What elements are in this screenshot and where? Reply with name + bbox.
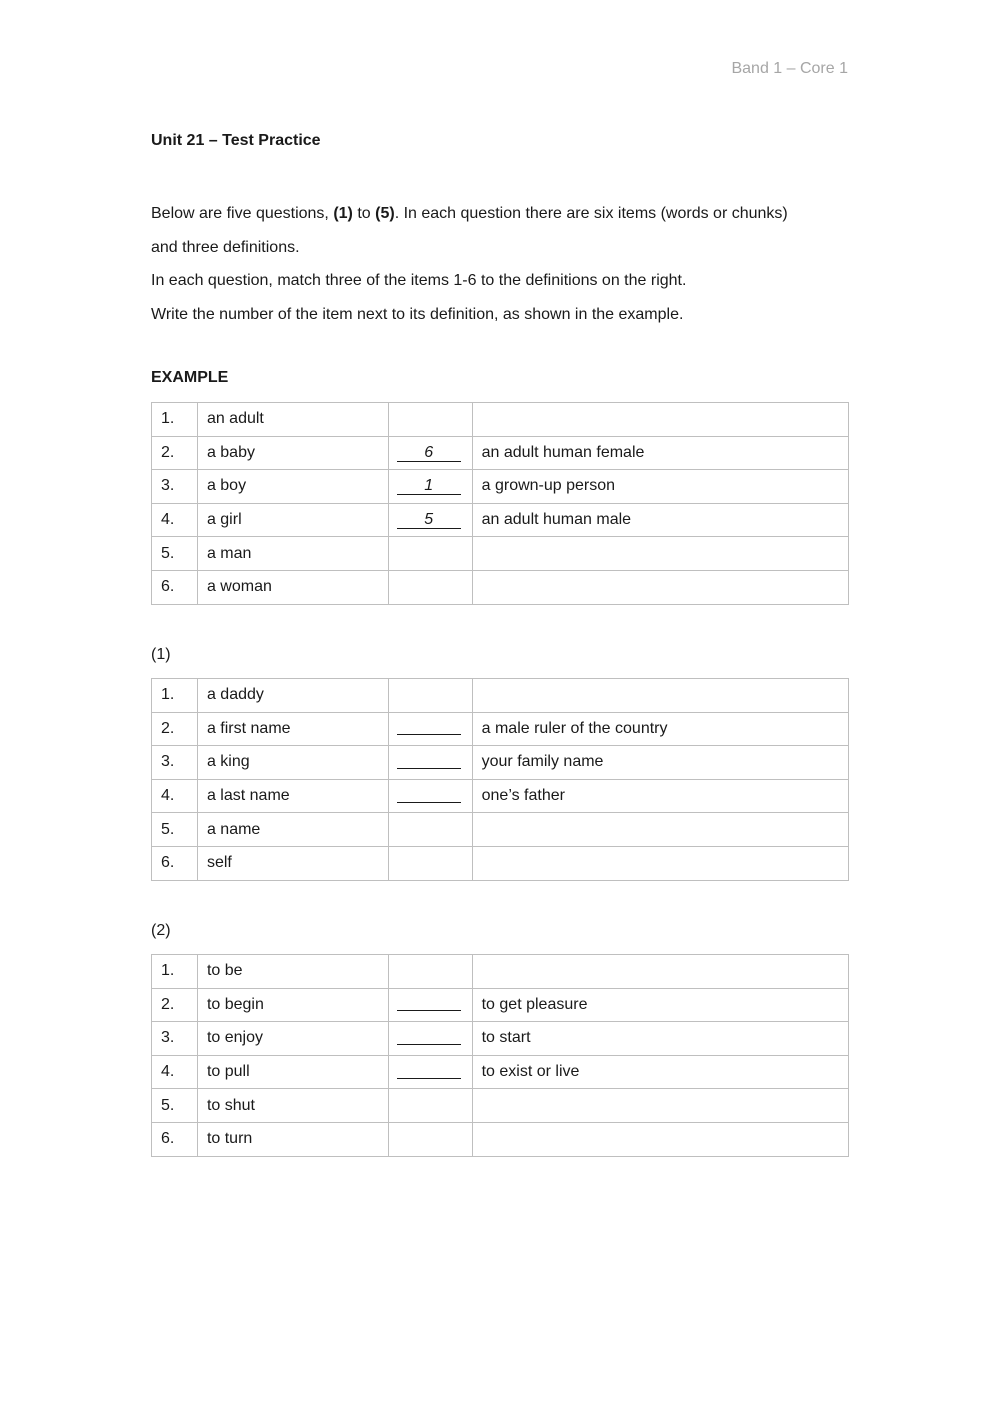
definition-text: to get pleasure	[472, 988, 848, 1022]
definition-text	[472, 955, 848, 989]
item-number: 3.	[152, 470, 198, 504]
definition-text	[472, 570, 848, 604]
item-text: to shut	[197, 1089, 388, 1123]
answer-cell[interactable]	[388, 988, 472, 1022]
item-number: 6.	[152, 846, 198, 880]
item-number: 6.	[152, 570, 198, 604]
table-row	[152, 813, 849, 847]
item-text: to pull	[197, 1055, 388, 1089]
definition-text: a male ruler of the country	[472, 712, 848, 746]
table-row	[152, 1022, 849, 1056]
item-number: 4.	[152, 503, 198, 537]
item-number: 3.	[152, 1022, 198, 1056]
table-row	[152, 503, 849, 537]
answer-blank[interactable]	[397, 785, 461, 803]
table-row	[152, 1055, 849, 1089]
table-row	[152, 1122, 849, 1156]
item-text: to enjoy	[197, 1022, 388, 1056]
item-number: 3.	[152, 746, 198, 780]
table-row	[152, 570, 849, 604]
answer-cell	[388, 470, 472, 504]
header-note: Band 1 – Core 1	[731, 60, 848, 77]
item-text: to begin	[197, 988, 388, 1022]
item-number: 2.	[152, 712, 198, 746]
table-row	[152, 988, 849, 1022]
answer-blank: 6	[397, 444, 461, 462]
question-1-label: (1)	[151, 646, 171, 663]
item-number: 1.	[152, 403, 198, 437]
table-row	[152, 779, 849, 813]
example-label: EXAMPLE	[151, 369, 229, 386]
table-row	[152, 470, 849, 504]
answer-cell	[388, 1122, 472, 1156]
definition-text	[472, 403, 848, 437]
definition-text: an adult human male	[472, 503, 848, 537]
question-1-table	[151, 678, 849, 881]
table-row	[152, 537, 849, 571]
answer-blank: 1	[397, 477, 461, 495]
item-number: 5.	[152, 813, 198, 847]
answer-cell	[388, 955, 472, 989]
question-2-table	[151, 954, 849, 1157]
item-text: self	[197, 846, 388, 880]
answer-blank[interactable]	[397, 751, 461, 769]
answer-cell	[388, 503, 472, 537]
table-row	[152, 679, 849, 713]
definition-text: a grown-up person	[472, 470, 848, 504]
item-number: 5.	[152, 1089, 198, 1123]
item-text: a boy	[197, 470, 388, 504]
answer-blank[interactable]	[397, 1027, 461, 1045]
instruction-line-3: In each question, match three of the items 1-6 to the definitions on the right.	[151, 272, 687, 290]
answer-blank[interactable]	[397, 1061, 461, 1079]
definition-text: an adult human female	[472, 436, 848, 470]
answer-cell	[388, 537, 472, 571]
answer-cell[interactable]	[388, 746, 472, 780]
item-number: 2.	[152, 988, 198, 1022]
instruction-line-2: and three definitions.	[151, 238, 300, 256]
table-row	[152, 746, 849, 780]
item-number: 5.	[152, 537, 198, 571]
item-text: a man	[197, 537, 388, 571]
definition-text	[472, 1089, 848, 1123]
item-number: 1.	[152, 679, 198, 713]
item-text: to be	[197, 955, 388, 989]
answer-cell[interactable]	[388, 1022, 472, 1056]
definition-text	[472, 537, 848, 571]
item-number: 1.	[152, 955, 198, 989]
answer-cell	[388, 679, 472, 713]
definition-text	[472, 679, 848, 713]
item-text: a daddy	[197, 679, 388, 713]
answer-cell[interactable]	[388, 712, 472, 746]
definition-text: your family name	[472, 746, 848, 780]
item-text: to turn	[197, 1122, 388, 1156]
instruction-line-1: Below are five questions, (1) to (5). In each question there are six items (words or chunks)	[151, 205, 788, 222]
item-text: a baby	[197, 436, 388, 470]
item-text: an adult	[197, 403, 388, 437]
answer-cell[interactable]	[388, 1055, 472, 1089]
table-row	[152, 1089, 849, 1123]
answer-cell	[388, 1089, 472, 1123]
table-row	[152, 955, 849, 989]
example-table	[151, 402, 849, 605]
item-text: a king	[197, 746, 388, 780]
item-number: 4.	[152, 1055, 198, 1089]
table-row	[152, 712, 849, 746]
item-text: a name	[197, 813, 388, 847]
instructions	[151, 197, 851, 332]
question-ref-last: (5)	[375, 205, 395, 222]
answer-cell	[388, 570, 472, 604]
table-row	[152, 403, 849, 437]
answer-cell	[388, 403, 472, 437]
item-text: a woman	[197, 570, 388, 604]
question-2-label: (2)	[151, 922, 171, 939]
item-number: 6.	[152, 1122, 198, 1156]
table-row	[152, 846, 849, 880]
item-number: 2.	[152, 436, 198, 470]
answer-cell	[388, 813, 472, 847]
table-row	[152, 436, 849, 470]
question-ref-first: (1)	[333, 205, 353, 222]
answer-cell	[388, 436, 472, 470]
definition-text	[472, 813, 848, 847]
answer-blank: 5	[397, 511, 461, 529]
answer-blank[interactable]	[397, 993, 461, 1011]
answer-blank[interactable]	[397, 717, 461, 735]
answer-cell	[388, 846, 472, 880]
definition-text: to start	[472, 1022, 848, 1056]
instruction-line-4: Write the number of the item next to its definition, as shown in the example.	[151, 306, 684, 324]
answer-cell[interactable]	[388, 779, 472, 813]
definition-text: to exist or live	[472, 1055, 848, 1089]
item-text: a girl	[197, 503, 388, 537]
page-title: Unit 21 – Test Practice	[151, 132, 321, 149]
item-number: 4.	[152, 779, 198, 813]
definition-text	[472, 846, 848, 880]
item-text: a first name	[197, 712, 388, 746]
definition-text	[472, 1122, 848, 1156]
item-text: a last name	[197, 779, 388, 813]
definition-text: one’s father	[472, 779, 848, 813]
